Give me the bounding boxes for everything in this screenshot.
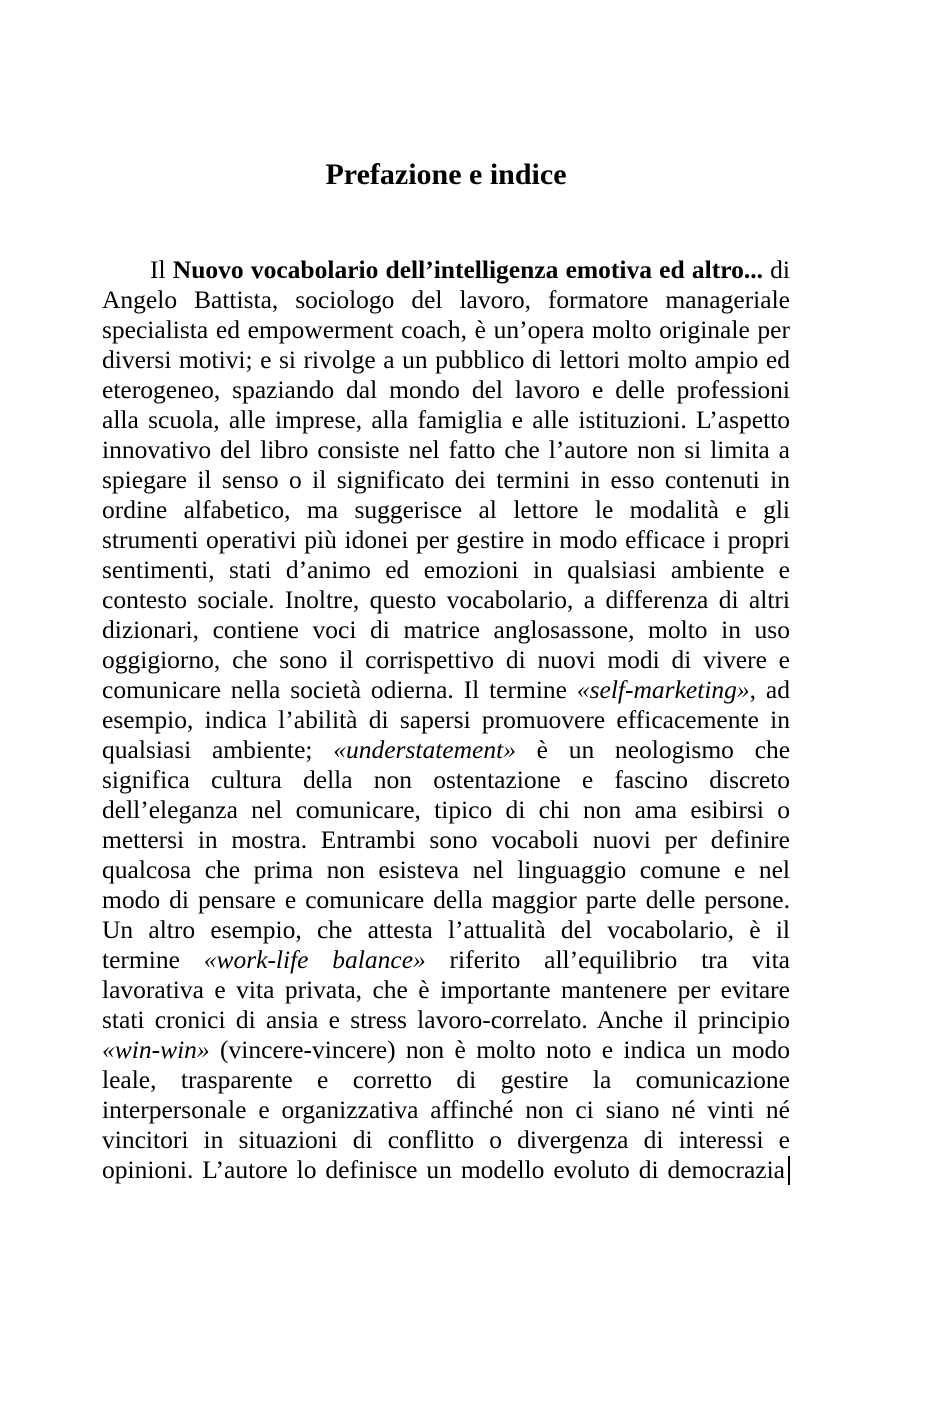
text-segment-normal: oggigiorno, che sono il corrispettivo di nuovi modi di vivere e xyxy=(102,645,790,674)
text-segment-normal: (vincere-vincere) non è molto noto e indica un modo xyxy=(209,1035,790,1064)
text-segment-normal: sentimenti, stati d’animo ed emozioni in qualsiasi ambiente e xyxy=(102,555,790,584)
text-line xyxy=(102,1125,790,1155)
text-line xyxy=(102,915,790,945)
text-segment-normal: qualsiasi ambiente; xyxy=(102,735,334,764)
text-segment-normal: dell’eleganza nel comunicare, tipico di chi non ama esibirsi o xyxy=(102,795,790,824)
text-line xyxy=(102,855,790,885)
page-title: Prefazione e indice xyxy=(325,158,567,191)
text-segment-normal: ordine alfabetico, ma suggerisce al lettore le modalità e gli xyxy=(102,495,790,524)
text-line xyxy=(102,825,790,855)
text-line xyxy=(102,1035,790,1065)
text-segment-italic: «understatement» xyxy=(333,735,516,764)
text-segment-normal: mettersi in mostra. Entrambi sono vocaboli nuovi per definire xyxy=(102,825,790,854)
text-segment-normal: interpersonale e organizzativa affinché non ci siano né vinti né xyxy=(102,1095,790,1124)
text-segment-normal: vincitori in situazioni di conflitto o divergenza di interessi e xyxy=(102,1125,790,1154)
text-line xyxy=(102,1065,790,1095)
text-segment-normal: modo di pensare e comunicare della maggior parte delle persone. xyxy=(102,885,790,914)
text-segment-normal: termine xyxy=(102,945,204,974)
text-line xyxy=(102,285,790,315)
text-cursor xyxy=(788,1156,790,1185)
text-line xyxy=(102,795,790,825)
text-segment-normal: è un neologismo che xyxy=(515,735,790,764)
text-line xyxy=(102,315,790,345)
text-segment-normal: strumenti operativi più idonei per gestire in modo efficace i propri xyxy=(102,525,790,554)
text-line xyxy=(102,945,790,975)
text-line xyxy=(102,975,790,1005)
text-segment-normal: alla scuola, alle imprese, alla famiglia e alle istituzioni. L’aspetto xyxy=(102,405,790,434)
text-segment-normal: diversi motivi; e si rivolge a un pubblico di lettori molto ampio ed xyxy=(102,345,790,374)
text-segment-normal: opinioni. L’autore lo definisce un modello evoluto di democrazia xyxy=(102,1155,785,1184)
text-line xyxy=(102,555,790,585)
body-text-area[interactable] xyxy=(102,255,790,1185)
text-segment-normal: , ad xyxy=(749,675,790,704)
text-line xyxy=(102,615,790,645)
text-segment-normal: specialista ed empowerment coach, è un’opera molto originale per xyxy=(102,315,790,344)
text-line xyxy=(102,1005,790,1035)
text-segment-normal: esempio, indica l’abilità di sapersi promuovere efficacemente in xyxy=(102,705,790,734)
text-line xyxy=(102,735,790,765)
text-segment-normal: lavorativa e vita privata, che è importante mantenere per evitare xyxy=(102,975,790,1004)
text-line xyxy=(102,705,790,735)
text-line xyxy=(102,255,790,285)
text-segment-normal: significa cultura della non ostentazione e fascino discreto xyxy=(102,765,790,794)
text-line xyxy=(102,585,790,615)
text-line xyxy=(102,525,790,555)
text-segment-normal: comunicare nella società odierna. Il termine xyxy=(102,675,577,704)
text-segment-normal: innovativo del libro consiste nel fatto che l’autore non si limita a xyxy=(102,435,790,464)
text-line xyxy=(102,1155,790,1185)
text-segment-normal: stati cronici di ansia e stress lavoro-correlato. Anche il principio xyxy=(102,1005,790,1034)
text-line xyxy=(102,645,790,675)
text-line xyxy=(102,495,790,525)
text-segment-normal: spiegare il senso o il significato dei termini in esso contenuti in xyxy=(102,465,790,494)
text-line xyxy=(102,1095,790,1125)
text-segment-normal: qualcosa che prima non esisteva nel linguaggio comune e nel xyxy=(102,855,790,884)
text-segment-italic: «win-win» xyxy=(102,1035,210,1064)
text-segment-italic: «self-marketing» xyxy=(576,675,750,704)
text-segment-normal: leale, trasparente e corretto di gestire la comunicazione xyxy=(102,1065,790,1094)
text-line xyxy=(102,345,790,375)
text-segment-italic: «work-life balance» xyxy=(203,945,426,974)
text-line xyxy=(102,765,790,795)
text-segment-bold: Nuovo vocabolario dell’intelligenza emotiva ed altro... xyxy=(172,255,763,284)
text-line xyxy=(102,675,790,705)
text-line xyxy=(102,885,790,915)
text-line xyxy=(102,405,790,435)
text-segment-normal: contesto sociale. Inoltre, questo vocabolario, a differenza di altri xyxy=(102,585,790,614)
text-segment-normal: di xyxy=(762,255,790,284)
text-segment-normal: eterogeneo, spaziando dal mondo del lavoro e delle professioni xyxy=(102,375,790,404)
text-segment-normal: Angelo Battista, sociologo del lavoro, formatore manageriale xyxy=(102,285,790,314)
text-line xyxy=(102,465,790,495)
text-segment-normal: riferito all’equilibrio tra vita xyxy=(425,945,790,974)
text-line xyxy=(102,375,790,405)
text-segment-normal: dizionari, contiene voci di matrice anglosassone, molto in uso xyxy=(102,615,790,644)
text-segment-normal: Un altro esempio, che attesta l’attualità del vocabolario, è il xyxy=(102,915,790,944)
text-line xyxy=(102,435,790,465)
text-segment-normal: Il xyxy=(150,255,173,284)
